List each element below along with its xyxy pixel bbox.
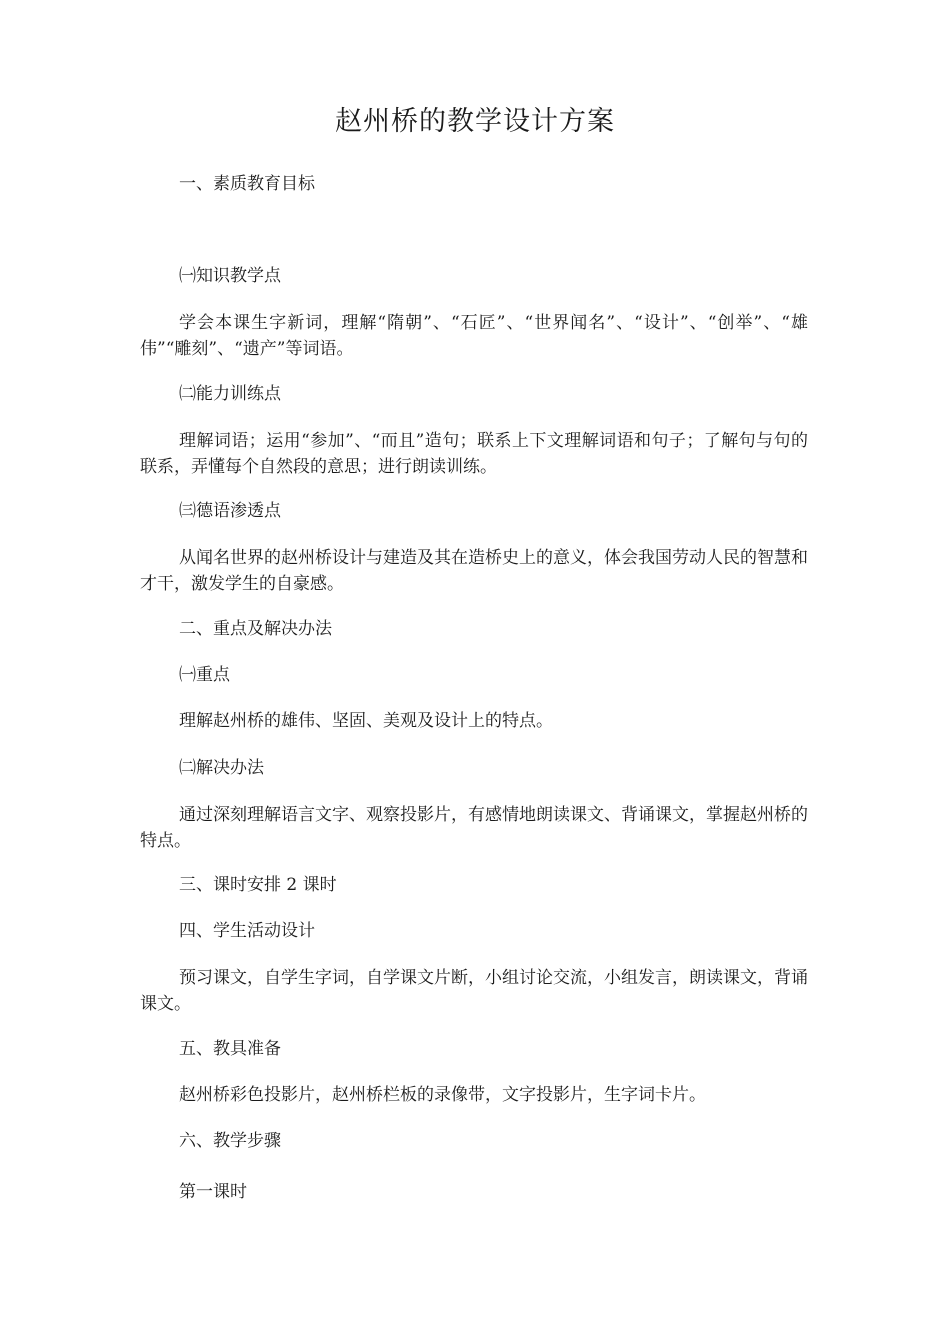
section-heading-goals: 一、素质教育目标: [179, 174, 315, 194]
paragraph-solution: 通过深刻理解语言文字、观察投影片，有感情地朗读课文、背诵课文，掌握赵州桥的特点。: [140, 805, 808, 851]
section-heading-activities: 四、学生活动设计: [179, 921, 315, 941]
subheading-key-point: ㈠重点: [179, 665, 230, 685]
subheading-knowledge: ㈠知识教学点: [179, 266, 281, 286]
subheading-moral: ㈢德语渗透点: [179, 501, 281, 521]
subheading-solution: ㈡解决办法: [179, 758, 264, 778]
subheading-ability: ㈡能力训练点: [179, 384, 281, 404]
document-title: 赵州桥的教学设计方案: [335, 106, 615, 137]
paragraph-ability: 理解词语；运用“参加”、“而且”造句；联系上下文理解词语和句子；了解句与句的联系，弄懂每个自然段的意思；进行朗读训练。: [140, 431, 808, 477]
section-heading-materials: 五、教具准备: [179, 1039, 281, 1059]
paragraph-key-point: 理解赵州桥的雄伟、坚固、美观及设计上的特点。: [179, 711, 553, 731]
paragraph-moral: 从闻名世界的赵州桥设计与建造及其在造桥史上的意义，体会我国劳动人民的智慧和才干，激发学生的自豪感。: [140, 548, 808, 594]
paragraph-activities: 预习课文，自学生字词，自学课文片断，小组讨论交流，小组发言，朗读课文，背诵课文。: [140, 968, 808, 1014]
paragraph-materials: 赵州桥彩色投影片，赵州桥栏板的录像带，文字投影片，生字词卡片。: [179, 1085, 706, 1105]
section-heading-key-points: 二、重点及解决办法: [179, 619, 332, 639]
paragraph-knowledge: 学会本课生字新词，理解“隋朝”、“石匠”、“世界闻名”、“设计”、“创举”、“雄伟”“雕刻”、“遗产”等词语。: [140, 313, 808, 359]
section-heading-steps: 六、教学步骤: [179, 1131, 281, 1151]
subheading-first-lesson: 第一课时: [179, 1182, 247, 1202]
section-heading-schedule: 三、课时安排 2 课时: [179, 875, 337, 895]
